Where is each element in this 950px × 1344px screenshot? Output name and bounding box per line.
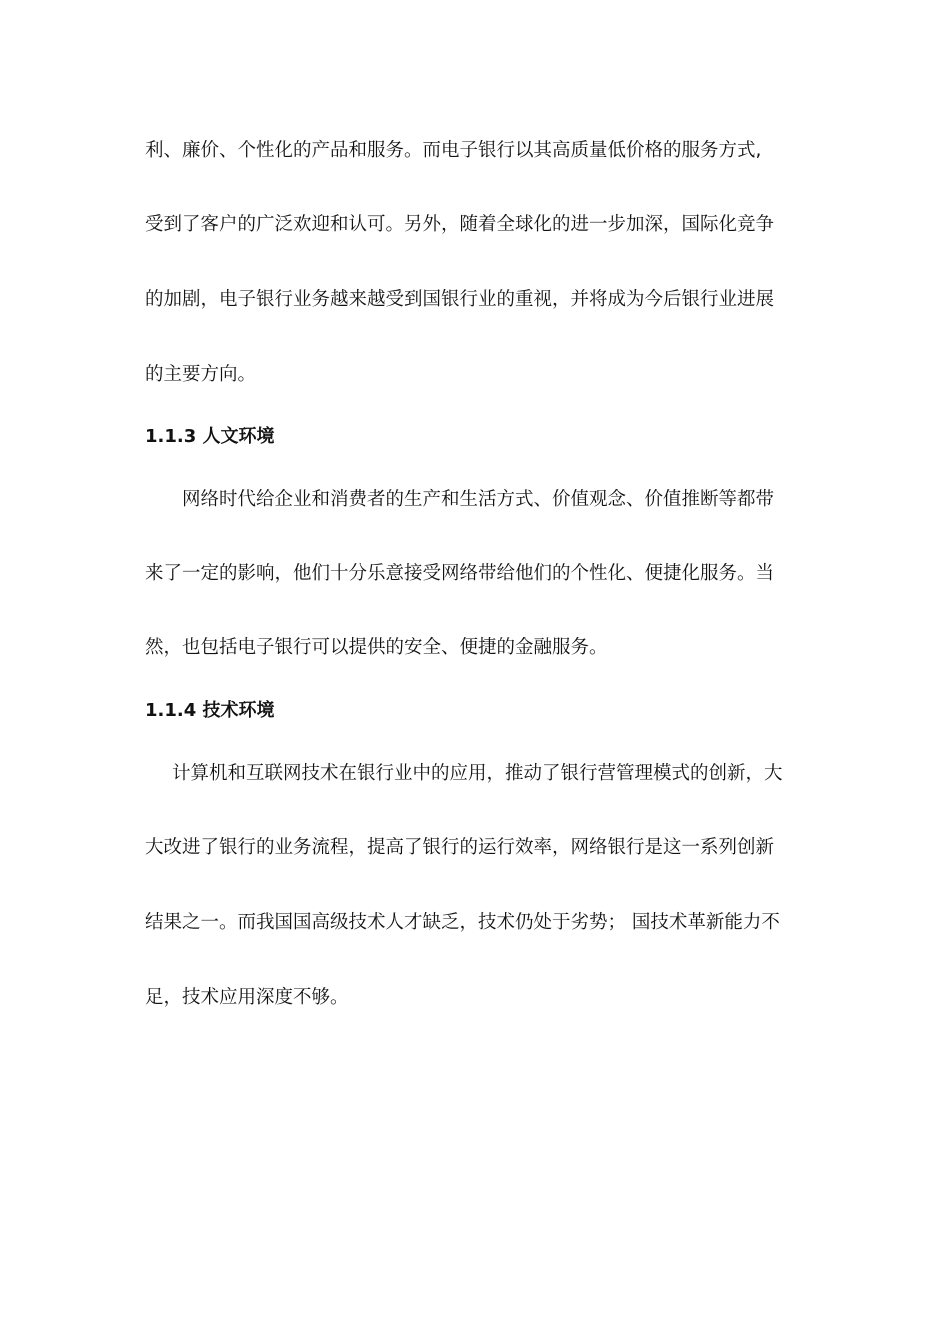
paragraph-line: 大改进了银行的业务流程，提高了银行的运行效率，网络银行是这一系列创新 — [145, 837, 775, 858]
paragraph-line: 受到了客户的广泛欢迎和认可。另外，随着全球化的进一步加深，国际化竞争 — [145, 214, 775, 235]
paragraph-line: 然，也包括电子银行可以提供的安全、便捷的金融服务。 — [145, 637, 608, 658]
paragraph-line: 网络时代给企业和消费者的生产和生活方式、价值观念、价值推断等都带 — [182, 489, 775, 510]
paragraph-line: 结果之一。而我国国高级技术人才缺乏，技术仍处于劣势； 国技术革新能力不 — [145, 912, 780, 933]
paragraph-line: 来了一定的影响，他们十分乐意接受网络带给他们的个性化、便捷化服务。当 — [145, 563, 775, 584]
section-heading-1-1-3: 1.1.3 人文环境 — [145, 426, 275, 447]
paragraph-line: 计算机和互联网技术在银行业中的应用，推动了银行营管理模式的创新，大 — [172, 763, 783, 784]
paragraph-line: 的加剧，电子银行业务越来越受到国银行业的重视，并将成为今后银行业进展 — [145, 289, 775, 310]
paragraph-line: 利、廉价、个性化的产品和服务。而电子银行以其高质量低价格的服务方式, — [145, 140, 762, 161]
paragraph-line: 的主要方向。 — [145, 364, 257, 385]
section-heading-1-1-4: 1.1.4 技术环境 — [145, 700, 275, 721]
paragraph-line: 足，技术应用深度不够。 — [145, 987, 349, 1008]
